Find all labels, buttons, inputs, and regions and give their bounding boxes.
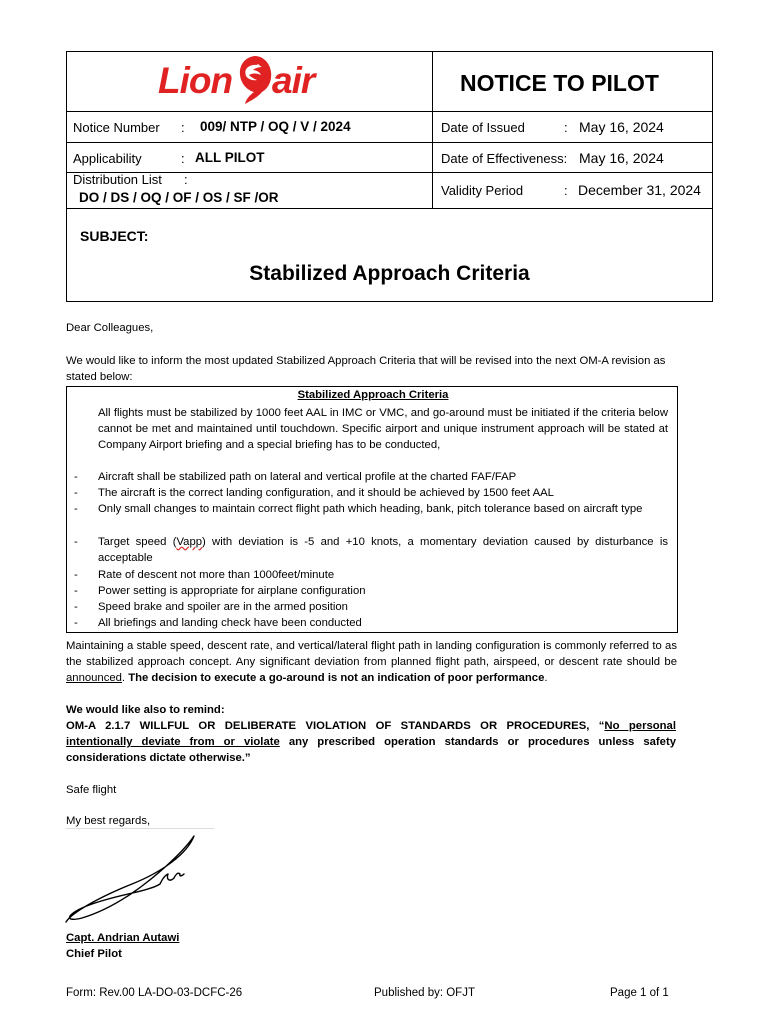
criteria-item-vapp: Vapp	[176, 536, 203, 548]
signature-image	[62, 834, 222, 929]
logo-wordmark-lion: Lion	[158, 60, 233, 101]
lion-air-logo	[92, 54, 342, 106]
regards: My best regards,	[66, 815, 151, 827]
criteria-item: Rate of descent not more than 1000feet/minute	[98, 569, 335, 581]
bullet-marker: -	[74, 617, 78, 629]
concept-text: .	[121, 672, 129, 685]
bullet-marker: -	[74, 569, 78, 581]
concept-text: .	[544, 672, 548, 685]
footer-form: Form: Rev.00 LA-DO-03-DCFC-26	[66, 987, 243, 999]
footer-page: Page 1 of 1	[610, 987, 669, 999]
concept-paragraph	[66, 638, 677, 687]
date-issued-label: Date of Issued	[441, 120, 525, 135]
signer-title: Chief Pilot	[66, 948, 122, 960]
colon: :	[564, 120, 568, 135]
date-effectiveness-label: Date of Effectiveness:	[441, 151, 568, 166]
criteria-item: All briefings and landing check have been conducted	[98, 617, 362, 629]
om-rest: any prescribed operation standards or procedures unless safety considerations dictate otherwise.”	[66, 736, 676, 765]
distribution-list-label: Distribution List	[73, 172, 162, 187]
bullet-marker: -	[74, 585, 78, 597]
om-reference: OM-A 2.1.7 WILLFUL OR DELIBERATE VIOLATION OF STANDARDS OR PROCEDURES, “	[66, 720, 605, 732]
signature-line	[66, 828, 214, 829]
applicability-label: Applicability	[73, 151, 142, 166]
criteria-item-text: ) with deviation is -5 and +10 knots, a momentary deviation caused by disturbance is acceptable	[98, 536, 669, 565]
criteria-title: Stabilized Approach Criteria	[297, 389, 449, 401]
criteria-item: Only small changes to maintain correct flight path which heading, bank, pitch tolerance based on aircraft type	[98, 503, 643, 515]
lion-head-icon	[236, 54, 274, 106]
criteria-item: Aircraft shall be stabilized path on lateral and vertical profile at the charted FAF/FAP	[98, 471, 517, 483]
criteria-item: Power setting is appropriate for airplane configuration	[98, 585, 366, 597]
criteria-item-text: Target speed (	[98, 536, 177, 548]
validity-period-value: December 31, 2024	[578, 182, 701, 198]
table-divider	[67, 172, 712, 173]
date-effectiveness-value: May 16, 2024	[579, 150, 664, 166]
date-issued-value: May 16, 2024	[579, 119, 664, 135]
table-divider	[67, 142, 712, 143]
criteria-item: The aircraft is the correct landing configuration, and it should be achieved by 1500 feet AAL	[98, 487, 554, 499]
concept-announced: announced	[66, 672, 122, 685]
intro-paragraph: We would like to inform the most updated Stabilized Approach Criteria that will be revised into the next OM-A revision as stated below:	[66, 355, 666, 384]
applicability-value: ALL PILOT	[195, 150, 265, 165]
notice-title: NOTICE TO PILOT	[460, 70, 659, 96]
table-divider	[67, 111, 712, 112]
subject-label: SUBJECT:	[80, 228, 149, 244]
greeting: Dear Colleagues,	[66, 322, 154, 334]
colon: :	[181, 151, 185, 166]
concept-text: Maintaining a stable speed, descent rate, and vertical/lateral flight path in landing configuration is commonly referred to as the stabilized approach concept. Any significant deviation from planned flight path, airspeed, or descent rate should be	[66, 640, 677, 669]
bullet-marker: -	[74, 471, 78, 483]
criteria-box	[66, 386, 678, 633]
om-underlined: No personal intentionally deviate from or violate	[66, 720, 676, 749]
logo-wordmark-air: air	[272, 60, 315, 101]
subject-title: Stabilized Approach Criteria	[249, 262, 530, 285]
closing: Safe flight	[66, 784, 117, 796]
bullet-marker: -	[74, 536, 78, 548]
remind-title: We would like also to remind:	[66, 704, 225, 716]
criteria-intro: All flights must be stabilized by 1000 feet AAL in IMC or VMC, and go-around must be initiated if the criteria below cannot be met and maintained until touchdown. Specific airport and unique instrument approach will be stated at Company Airport briefing and a special briefing has to be conducted,	[98, 407, 668, 452]
bullet-marker: -	[74, 487, 78, 499]
om-reference-paragraph	[66, 718, 676, 767]
criteria-item: Speed brake and spoiler are in the armed position	[98, 601, 348, 613]
colon: :	[564, 183, 568, 198]
distribution-list-value: DO / DS / OQ / OF / OS / SF /OR	[79, 190, 279, 205]
colon: :	[184, 172, 188, 187]
notice-number-label: Notice Number	[73, 120, 160, 135]
table-divider	[432, 52, 433, 208]
footer-published: Published by: OFJT	[374, 987, 475, 999]
concept-bold-statement: The decision to execute a go-around is not an indication of poor performance	[128, 672, 545, 685]
notice-number-value: 009/ NTP / OQ / V / 2024	[200, 119, 351, 134]
colon: :	[181, 120, 185, 135]
signer-name: Capt. Andrian Autawi	[66, 932, 180, 944]
validity-period-label: Validity Period	[441, 183, 524, 198]
bullet-marker: -	[74, 601, 78, 613]
bullet-marker: -	[74, 503, 78, 515]
table-divider	[67, 208, 712, 209]
criteria-item	[98, 534, 668, 566]
